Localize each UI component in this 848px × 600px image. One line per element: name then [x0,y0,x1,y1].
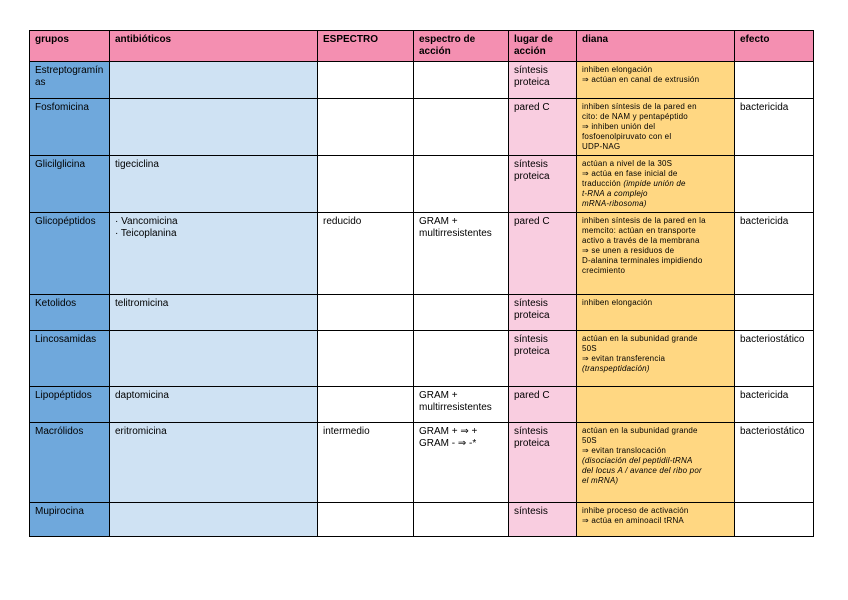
cell-grupo-line: Lipopéptidos [35,390,92,401]
header-grupos: grupos [30,31,110,62]
cell-espectro [318,331,414,387]
diana-line: mRNA-ribosoma) [582,199,647,208]
header-row [30,31,814,62]
diana-line: inhiben elongación [582,65,653,74]
cell-antibioticos [110,503,318,537]
diana-line: inhiben síntesis de la pared en [582,102,697,111]
cell-lugar [509,99,577,156]
cell-espectro-accion [414,503,509,537]
cell-grupo [30,423,110,503]
cell-espectro-accion [414,62,509,99]
cell-lugar [509,295,577,331]
diana-line: t-RNA a complejo [582,189,648,198]
cell-efecto-line: bacteriostático [740,426,805,437]
cell-espectro [318,62,414,99]
cell-diana [577,331,735,387]
cell-lugar [509,213,577,295]
cell-efecto [735,156,814,213]
cell-diana [577,295,735,331]
cell-efecto [735,423,814,503]
cell-lugar-line: síntesis [514,65,548,76]
cell-lugar-line: proteica [514,77,550,88]
cell-lugar [509,62,577,99]
cell-espectro [318,99,414,156]
antibiotics-table [29,30,814,537]
cell-antibioticos-line: · Teicoplanina [115,228,177,239]
cell-espectro-accion [414,295,509,331]
cell-efecto [735,387,814,423]
cell-antibioticos [110,331,318,387]
cell-lugar-line: pared C [514,390,550,401]
cell-espectro-accion-line: GRAM + [419,216,458,227]
cell-efecto [735,213,814,295]
diana-line: ⇒ evitan translocación [582,446,667,455]
cell-espectro-accion [414,213,509,295]
diana-line: fosfoenolpiruvato con el [582,132,672,141]
table-row [30,387,814,423]
diana-line: D-alanina terminales impidiendo [582,256,703,265]
cell-lugar-line: síntesis [514,334,548,345]
cell-antibioticos [110,62,318,99]
cell-espectro [318,423,414,503]
cell-espectro-line: intermedio [323,426,370,437]
table-row [30,99,814,156]
cell-antibioticos [110,213,318,295]
cell-grupo [30,156,110,213]
cell-lugar-line: pared C [514,216,550,227]
cell-diana [577,99,735,156]
table-row [30,213,814,295]
header-diana: diana [577,31,735,62]
diana-line: el mRNA) [582,476,619,485]
cell-espectro-accion-line: multirresistentes [419,402,492,413]
diana-line: crecimiento [582,266,626,275]
cell-espectro [318,503,414,537]
table-row [30,503,814,537]
cell-efecto [735,62,814,99]
diana-line: (transpeptidación) [582,364,650,373]
cell-efecto-line: bactericida [740,216,789,227]
table-row [30,423,814,503]
cell-antibioticos [110,99,318,156]
diana-line: (disociación del peptidil-tRNA [582,456,693,465]
cell-grupo [30,503,110,537]
cell-lugar [509,331,577,387]
cell-diana [577,423,735,503]
header-efecto: efecto [735,31,814,62]
diana-line: activo a través de la membrana [582,236,700,245]
cell-lugar [509,156,577,213]
cell-grupo-line: Mupirocina [35,506,84,517]
cell-espectro [318,295,414,331]
cell-efecto [735,295,814,331]
cell-antibioticos-line: · Vancomicina [115,216,178,227]
cell-lugar [509,503,577,537]
diana-line: UDP-NAG [582,142,621,151]
table-row [30,156,814,213]
cell-antibioticos [110,156,318,213]
diana-line: traducción (impide unión de [582,179,686,188]
diana-line: cito: de NAM y pentapéptido [582,112,688,121]
table-row [30,62,814,99]
cell-grupo [30,387,110,423]
cell-espectro-line: reducido [323,216,362,227]
cell-diana [577,156,735,213]
cell-diana [577,503,735,537]
cell-espectro-accion-line: GRAM - ⇒ -* [419,438,477,449]
header-espectro: ESPECTRO [318,31,414,62]
cell-lugar [509,423,577,503]
cell-grupo-line: Estreptogramínas [35,65,104,88]
cell-espectro-accion [414,331,509,387]
table-row [30,331,814,387]
cell-efecto-line: bacteriostático [740,334,805,345]
cell-antibioticos-line: eritromicina [115,426,167,437]
cell-espectro [318,156,414,213]
cell-lugar-line: síntesis [514,159,548,170]
cell-efecto-line: bactericida [740,390,789,401]
cell-efecto [735,331,814,387]
cell-lugar-line: proteica [514,438,550,449]
cell-espectro-accion [414,387,509,423]
cell-espectro-accion [414,156,509,213]
cell-antibioticos-line: tigeciclina [115,159,159,170]
cell-grupo [30,295,110,331]
diana-line: ⇒ actúa en aminoacil tRNA [582,516,684,525]
header-antibioticos: antibióticos [110,31,318,62]
diana-line: inhiben elongación [582,298,653,307]
header-lugar-accion: lugar de acción [509,31,577,62]
diana-line: ⇒ actúan en canal de extrusión [582,75,700,84]
cell-lugar-line: proteica [514,310,550,321]
cell-grupo [30,99,110,156]
cell-espectro-accion [414,99,509,156]
cell-grupo-line: Ketolidos [35,298,77,309]
cell-antibioticos [110,295,318,331]
diana-line: memcito: actúan en transporte [582,226,696,235]
cell-antibioticos [110,387,318,423]
cell-lugar-line: pared C [514,102,550,113]
cell-lugar-line: síntesis [514,426,548,437]
cell-lugar-line: proteica [514,346,550,357]
diana-line: inhiben síntesis de la pared en la [582,216,706,225]
diana-line: actúan en la subunidad grande [582,334,698,343]
cell-espectro-accion [414,423,509,503]
cell-lugar [509,387,577,423]
cell-espectro [318,213,414,295]
cell-antibioticos [110,423,318,503]
diana-line: 50S [582,344,597,353]
cell-lugar-line: proteica [514,171,550,182]
cell-lugar-line: síntesis [514,506,548,517]
cell-efecto [735,503,814,537]
cell-grupo-line: Macrólidos [35,426,84,437]
diana-line: actúan en la subunidad grande [582,426,698,435]
diana-line: ⇒ evitan transferencia [582,354,666,363]
diana-line: actúan a nivel de la 30S [582,159,673,168]
cell-grupo [30,62,110,99]
cell-antibioticos-line: telitromicina [115,298,169,309]
diana-line: inhibe proceso de activación [582,506,689,515]
cell-diana [577,213,735,295]
diana-line: ⇒ inhiben unión del [582,122,656,131]
cell-espectro-accion-line: GRAM + [419,390,458,401]
cell-grupo-line: Fosfomicina [35,102,89,113]
diana-line: ⇒ actúa en fase inicial de [582,169,678,178]
cell-antibioticos-line: daptomicina [115,390,169,401]
cell-grupo-line: Glicopéptidos [35,216,96,227]
cell-espectro [318,387,414,423]
cell-diana [577,62,735,99]
cell-lugar-line: síntesis [514,298,548,309]
cell-grupo-line: Lincosamidas [35,334,97,345]
cell-efecto-line: bactericida [740,102,789,113]
cell-efecto [735,99,814,156]
cell-espectro-accion-line: multirresistentes [419,228,492,239]
header-espectro-accion: espectro de acción [414,31,509,62]
cell-diana [577,387,735,423]
diana-line: del locus A / avance del ribo por [582,466,702,475]
cell-grupo [30,331,110,387]
diana-line: 50S [582,436,597,445]
cell-grupo [30,213,110,295]
table-row [30,295,814,331]
diana-line: ⇒ se unen a residuos de [582,246,675,255]
cell-espectro-accion-line: GRAM + ⇒ + [419,426,478,437]
cell-grupo-line: Glicilglicina [35,159,86,170]
